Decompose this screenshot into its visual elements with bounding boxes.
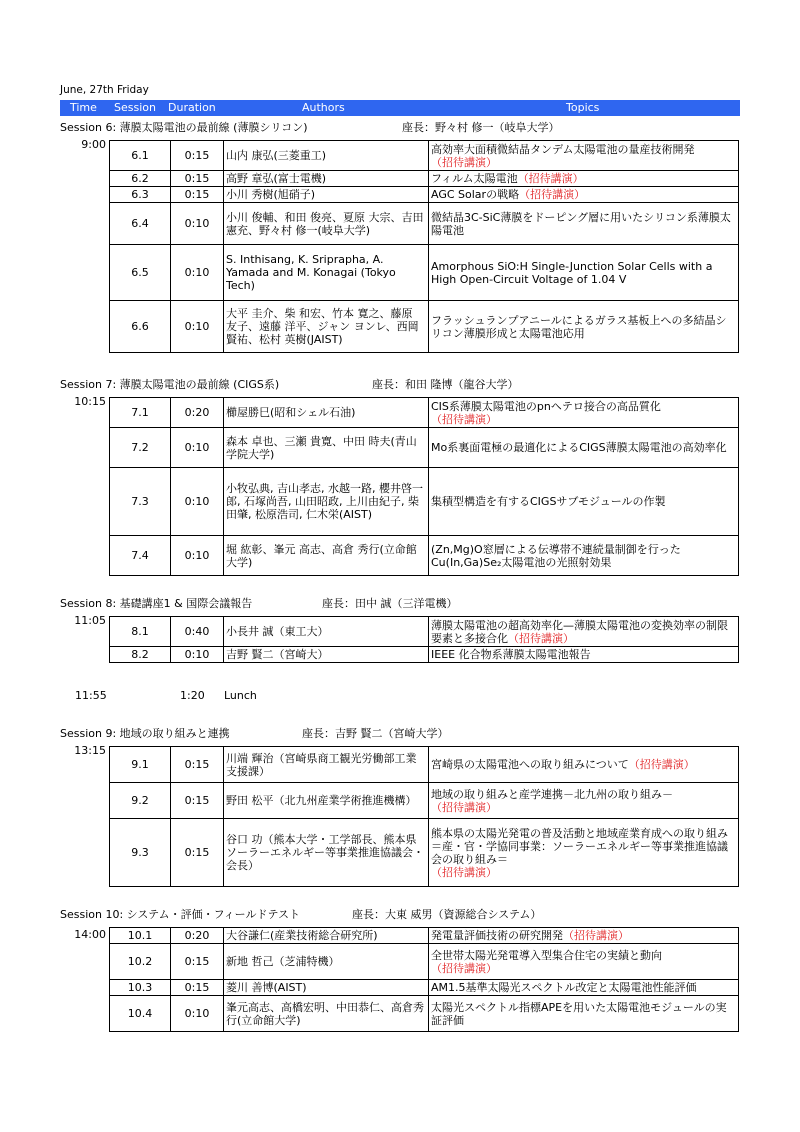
talk-authors: 大平 圭介、柴 和宏、竹本 寛之、藤原 友子、遠藤 洋平、ジャン ヨンレ、西岡 賢祐、松村 英樹(JAIST) bbox=[224, 301, 429, 353]
talk-number: 10.2 bbox=[110, 944, 171, 980]
talk-duration: 0:10 bbox=[171, 536, 224, 576]
session-start-time: 9:00 bbox=[81, 138, 106, 151]
session-title: Session 7: 薄膜太陽電池の最前線 (CIGS系) 座長：和田 隆博（龍谷大学） bbox=[60, 378, 519, 391]
talk-authors: 新地 哲己（芝浦特機） bbox=[224, 944, 429, 980]
talk-topic: (Zn,Mg)O窓層による伝導帯不連続量制御を行ったCu(In,Ga)Se₂太陽電池の光照射効果 bbox=[429, 536, 739, 576]
invited-label: （招待講演） bbox=[508, 631, 574, 645]
table-row bbox=[110, 203, 739, 245]
talk-authors: 櫛屋勝巳(昭和シェル石油) bbox=[224, 398, 429, 428]
talk-duration: 0:10 bbox=[171, 468, 224, 536]
session-table bbox=[109, 397, 739, 576]
talk-topic: IEEE 化合物系薄膜太陽電池報告 bbox=[429, 647, 739, 663]
talk-topic: 地域の取り組みと産学連携－北九州の取り組み－ （招待講演） bbox=[429, 783, 739, 819]
table-row bbox=[110, 428, 739, 468]
talk-number: 10.4 bbox=[110, 996, 171, 1032]
invited-label: （招待講演） bbox=[563, 929, 629, 942]
talk-duration: 0:10 bbox=[171, 301, 224, 353]
talk-duration: 0:40 bbox=[171, 617, 224, 647]
session-10 bbox=[60, 907, 740, 1027]
talk-authors: 小牧弘典, 吉山孝志, 水越一路, 櫻井啓一郎, 石塚尚吾, 山田昭政, 上川由紀子, 柴田肇, 松原浩司, 仁木栄(AIST) bbox=[224, 468, 429, 536]
talk-topic: 太陽光スペクトル指標APEを用いた太陽電池モジュールの実証評価 bbox=[429, 996, 739, 1032]
talk-number: 7.4 bbox=[110, 536, 171, 576]
table-row bbox=[110, 819, 739, 887]
invited-label: （招待講演） bbox=[431, 961, 497, 975]
table-row bbox=[110, 141, 739, 171]
talk-topic: 発電量評価技術の研究開発（招待講演） bbox=[429, 928, 739, 944]
session-chair: 座長：和田 隆博（龍谷大学） bbox=[372, 378, 519, 391]
talk-number: 7.3 bbox=[110, 468, 171, 536]
talk-number: 7.1 bbox=[110, 398, 171, 428]
invited-label: （招待講演） bbox=[431, 865, 497, 879]
table-row bbox=[110, 187, 739, 203]
talk-duration: 0:10 bbox=[171, 245, 224, 301]
talk-number: 10.3 bbox=[110, 980, 171, 996]
talk-authors: 川端 輝治（宮崎県商工観光労働部工業支援課） bbox=[224, 747, 429, 783]
talk-topic: フィルム太陽電池（招待講演） bbox=[429, 171, 739, 187]
session-title: Session 8: 基礎講座1 & 国際会議報告 座長：田中 誠（三洋電機） bbox=[60, 597, 458, 610]
talk-duration: 0:15 bbox=[171, 141, 224, 171]
talk-duration: 0:10 bbox=[171, 203, 224, 245]
talk-number: 10.1 bbox=[110, 928, 171, 944]
talk-duration: 0:15 bbox=[171, 171, 224, 187]
talk-topic: AGC Solarの戦略（招待講演） bbox=[429, 187, 739, 203]
talk-number: 9.3 bbox=[110, 819, 171, 887]
header-duration: Duration bbox=[168, 101, 216, 114]
lunch-time: 11:55 bbox=[75, 689, 107, 702]
talk-topic: AM1.5基準太陽光スペクトル改定と太陽電池性能評価 bbox=[429, 980, 739, 996]
talk-duration: 0:15 bbox=[171, 980, 224, 996]
talk-number: 9.2 bbox=[110, 783, 171, 819]
talk-number: 6.3 bbox=[110, 187, 171, 203]
talk-number: 6.2 bbox=[110, 171, 171, 187]
invited-label: （招待講演） bbox=[517, 172, 584, 185]
session-start-time: 11:05 bbox=[74, 614, 106, 627]
talk-duration: 0:15 bbox=[171, 819, 224, 887]
table-row bbox=[110, 536, 739, 576]
table-row bbox=[110, 928, 739, 944]
talk-number: 7.2 bbox=[110, 428, 171, 468]
talk-authors: 小川 俊輔、和田 俊亮、夏原 大宗、吉田 憲充、野々村 修一(岐阜大学) bbox=[224, 203, 429, 245]
talk-authors: 吉野 賢二（宮崎大） bbox=[224, 647, 429, 663]
session-table bbox=[109, 616, 739, 663]
talk-duration: 0:15 bbox=[171, 187, 224, 203]
table-row bbox=[110, 245, 739, 301]
session-table bbox=[109, 746, 739, 887]
talk-topic: 宮崎県の太陽電池への取り組みについて（招待講演） bbox=[429, 747, 739, 783]
talk-duration: 0:15 bbox=[171, 944, 224, 980]
session-9 bbox=[60, 726, 740, 879]
session-start-time: 10:15 bbox=[74, 395, 106, 408]
invited-label: （招待講演） bbox=[431, 155, 497, 169]
talk-duration: 0:15 bbox=[171, 783, 224, 819]
talk-duration: 0:10 bbox=[171, 428, 224, 468]
session-title: Session 6: 薄膜太陽電池の最前線 (薄膜シリコン) 座長：野々村 修一（岐阜大学） bbox=[60, 121, 560, 134]
session-chair: 座長：大東 威男（資源総合システム） bbox=[352, 908, 542, 921]
table-row bbox=[110, 171, 739, 187]
header-authors: Authors bbox=[302, 101, 345, 114]
talk-duration: 0:20 bbox=[171, 398, 224, 428]
talk-topic: 高効率大面積微結晶タンデム太陽電池の量産技術開発 （招待講演） bbox=[429, 141, 739, 171]
table-row bbox=[110, 996, 739, 1032]
table-row bbox=[110, 747, 739, 783]
talk-authors: 菱川 善博(AIST) bbox=[224, 980, 429, 996]
talk-number: 6.4 bbox=[110, 203, 171, 245]
table-row bbox=[110, 783, 739, 819]
invited-label: （招待講演） bbox=[431, 412, 497, 426]
talk-topic: Mo系裏面電極の最適化によるCIGS薄膜太陽電池の高効率化 bbox=[429, 428, 739, 468]
session-table bbox=[109, 927, 739, 1032]
table-row bbox=[110, 647, 739, 663]
talk-number: 6.5 bbox=[110, 245, 171, 301]
talk-authors: 大谷謙仁(産業技術総合研究所) bbox=[224, 928, 429, 944]
talk-authors: 高野 章弘(富士電機) bbox=[224, 171, 429, 187]
table-row bbox=[110, 980, 739, 996]
talk-number: 9.1 bbox=[110, 747, 171, 783]
talk-topic: 全世帯太陽光発電導入型集合住宅の実績と動向 （招待講演） bbox=[429, 944, 739, 980]
talk-number: 8.1 bbox=[110, 617, 171, 647]
talk-authors: 山内 康弘(三菱重工) bbox=[224, 141, 429, 171]
talk-duration: 0:20 bbox=[171, 928, 224, 944]
talk-authors: 野田 松平（北九州産業学術推進機構） bbox=[224, 783, 429, 819]
invited-label: （招待講演） bbox=[519, 188, 586, 201]
session-chair: 座長：野々村 修一（岐阜大学） bbox=[402, 121, 560, 134]
header-session: Session bbox=[114, 101, 156, 114]
talk-authors: 森本 卓也、三瀬 貴寛、中田 時夫(青山学院大学) bbox=[224, 428, 429, 468]
talk-topic: フラッシュランプアニールによるガラス基板上への多結晶シリコン薄膜形成と太陽電池応用 bbox=[429, 301, 739, 353]
session-chair: 座長：田中 誠（三洋電機） bbox=[322, 597, 458, 610]
talk-topic: Amorphous SiO:H Single-Junction Solar Cells with a High Open-Circuit Voltage of 1.04 V bbox=[429, 245, 739, 301]
invited-label: （招待講演） bbox=[431, 800, 497, 814]
header-topics: Topics bbox=[566, 101, 600, 114]
talk-topic: 薄膜太陽電池の超高効率化—薄膜太陽電池の変換効率の制限要素と多接合化（招待講演） bbox=[429, 617, 739, 647]
schedule-date: June, 27th Friday bbox=[60, 84, 149, 96]
talk-duration: 0:15 bbox=[171, 747, 224, 783]
talk-topic: CIS系薄膜太陽電池のpnヘテロ接合の高品質化 （招待講演） bbox=[429, 398, 739, 428]
talk-number: 8.2 bbox=[110, 647, 171, 663]
session-chair: 座長：吉野 賢二（宮崎大学） bbox=[302, 727, 449, 740]
invited-label: （招待講演） bbox=[628, 758, 695, 771]
session-title: Session 10: システム・評価・フィールドテスト 座長：大東 威男（資源総合システム） bbox=[60, 908, 542, 921]
talk-authors: 小川 秀樹(旭硝子) bbox=[224, 187, 429, 203]
lunch-label: Lunch bbox=[224, 689, 257, 702]
talk-topic: 微結晶3C-SiC薄膜をドーピング層に用いたシリコン系薄膜太陽電池 bbox=[429, 203, 739, 245]
session-7 bbox=[60, 377, 740, 569]
talk-duration: 0:10 bbox=[171, 996, 224, 1032]
session-start-time: 14:00 bbox=[74, 928, 106, 941]
talk-number: 6.6 bbox=[110, 301, 171, 353]
table-row bbox=[110, 944, 739, 980]
talk-duration: 0:10 bbox=[171, 647, 224, 663]
session-8 bbox=[60, 596, 740, 661]
table-header bbox=[60, 100, 740, 116]
session-6 bbox=[60, 120, 740, 346]
table-row bbox=[110, 301, 739, 353]
session-start-time: 13:15 bbox=[74, 744, 106, 757]
talk-authors: 堀 紘彰、峯元 高志、高倉 秀行(立命館大学) bbox=[224, 536, 429, 576]
talk-authors: S. Inthisang, K. Sriprapha, A. Yamada and M. Konagai (Tokyo Tech) bbox=[224, 245, 429, 301]
session-table bbox=[109, 140, 739, 353]
lunch-duration: 1:20 bbox=[180, 689, 205, 702]
talk-authors: 谷口 功（熊本大学・工学部長、熊本県ソーラーエネルギー等事業推進協議会・会長） bbox=[224, 819, 429, 887]
table-row bbox=[110, 468, 739, 536]
table-row bbox=[110, 617, 739, 647]
talk-authors: 峯元高志、高橋宏明、中田恭仁、高倉秀行(立命館大学) bbox=[224, 996, 429, 1032]
table-row bbox=[110, 398, 739, 428]
header-time: Time bbox=[70, 101, 97, 114]
talk-topic: 熊本県の太陽光発電の普及活動と地域産業育成への取り組み ＝産・官・学協同事業：ソーラーエネルギー等事業推進協議会の取り組み＝ （招待講演） bbox=[429, 819, 739, 887]
talk-authors: 小長井 誠（東工大） bbox=[224, 617, 429, 647]
talk-number: 6.1 bbox=[110, 141, 171, 171]
talk-topic: 集積型構造を有するCIGSサブモジュールの作製 bbox=[429, 468, 739, 536]
session-title: Session 9: 地域の取り組みと連携 座長：吉野 賢二（宮崎大学） bbox=[60, 727, 449, 740]
